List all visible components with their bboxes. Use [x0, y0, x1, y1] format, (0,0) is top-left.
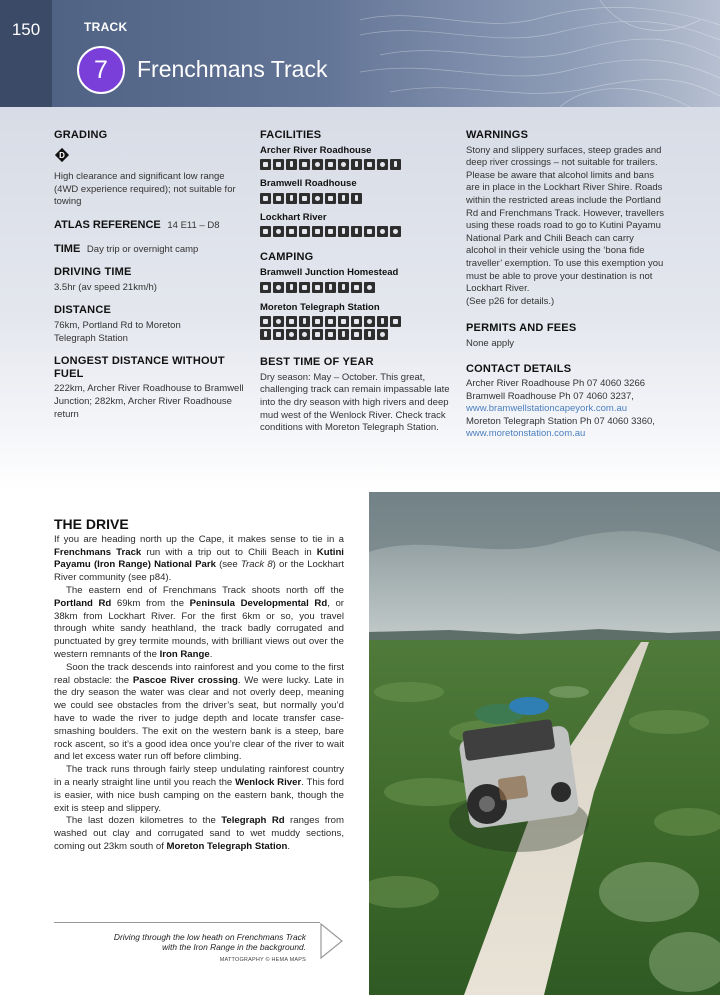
text-run: The last dozen kilometres to the — [66, 815, 222, 827]
track-info-panel — [0, 107, 720, 492]
warnings-text: Stony and slippery surfaces, steep grades and deep river crossings – not suitable for trailers. Please be aware that alcohol limits and bans are in place in the Lockhart River Shire. Roads within the restricted areas include the Portland Rd and Frenchmans Track. However, travellers using these roads road to go to Kutini Payamu National Park and Chili Beach can carry alcohol in their vehicle using the ‘bona fide traveller’ exemption. To use this exemption you must be able to prove your destination is not Lockhart River. — [466, 144, 664, 295]
drive-paragraph — [54, 815, 344, 853]
text-run: The eastern end of Frenchmans Track shoots north off the — [66, 584, 344, 596]
house-icon — [312, 316, 323, 327]
grade-d-icon — [54, 147, 70, 163]
facilities-section — [260, 129, 455, 237]
place-name: Iron Range — [159, 648, 210, 660]
text-run: . — [209, 648, 213, 660]
phone-icon — [377, 226, 388, 237]
phone-icon — [299, 329, 310, 340]
atlas-value: 14 E11 – D8 — [167, 219, 220, 231]
camping-icons-row — [260, 316, 455, 327]
permits-section — [466, 322, 666, 350]
track-reference: Track 8 — [240, 559, 273, 571]
tent-icon — [273, 282, 284, 293]
shower-icon — [351, 193, 362, 204]
fuel-icon — [260, 159, 271, 170]
drive-article — [54, 518, 344, 854]
driving-time-section — [54, 266, 244, 294]
shower-icon — [338, 282, 349, 293]
police-icon — [273, 226, 284, 237]
medical-icon — [260, 226, 271, 237]
camping-place-name: Bramwell Junction Homestead — [260, 266, 399, 278]
text-run: ) or the Lockhart River community (see p84). — [54, 559, 344, 584]
bank-icon — [299, 226, 310, 237]
post-icon — [325, 226, 336, 237]
time-heading: TIME — [54, 242, 81, 255]
info-column-1 — [54, 129, 244, 431]
playground-icon — [364, 316, 375, 327]
best-time-text: Dry season: May – October. This great, challenging track can remain impassable late into the dry season with high rivers and deep mud west of the Wenlock River. Check track conditions with Moreton Telegraph Station. — [260, 371, 450, 434]
distance-value: 76km, Portland Rd to Moreton Telegraph Station — [54, 319, 181, 344]
fuel-icon — [338, 316, 349, 327]
atlas-heading: ATLAS REFERENCE — [54, 218, 161, 231]
page-number: 150 — [11, 20, 41, 39]
section-label: TRACK — [84, 20, 128, 34]
shop-icon — [325, 193, 336, 204]
cabin-icon — [299, 282, 310, 293]
people-icon — [390, 316, 401, 327]
caption-arrow-icon — [320, 923, 344, 959]
page-title: Frenchmans Track — [137, 56, 328, 82]
facility-place-name: Lockhart River — [260, 211, 327, 223]
picnic-icon — [325, 159, 336, 170]
text-run: The track runs through fairly steep undulating rainforest country in a nearly straight line until you reach the — [54, 764, 344, 788]
laundry-icon — [338, 159, 349, 170]
contact-line: Moreton Telegraph Station Ph 07 4060 3360, — [466, 415, 655, 427]
text-run: , or 38km from Lockhart River. For the first 6km or so, you travel through white sandy heathland, the track badly corrugated and punctuated by grey termite mounds, with brilliant views out over the western remnants of the — [54, 597, 344, 660]
longest-distance-section — [54, 355, 244, 421]
permits-value: None apply — [466, 337, 515, 349]
toilet-icon — [351, 282, 362, 293]
best-time-heading: BEST TIME OF YEAR — [260, 356, 374, 369]
text-run: Soon the track descends into rainforest and you come to the first real obstacle: the — [54, 661, 344, 686]
track-photo — [369, 492, 720, 995]
grading-heading: GRADING — [54, 129, 108, 141]
topographic-pattern — [360, 0, 720, 107]
meals-icon — [338, 193, 349, 204]
camping-icons-row — [260, 282, 455, 293]
meals-icon — [260, 329, 271, 340]
text-run: . We were lucky. Late in the dry season the water was clear and not overly deep, meaning we could see obstacles from the driver’s seat, but normally you’d have to wade the river to judge depth and locate transfer case-smashing boulders. The exit on the western bank is a steep, bare rock ascent, so it’s a good idea once you’re clear of the river to wait and let excess water run off before climbing. — [54, 674, 344, 763]
contact-link[interactable]: www.bramwellstationcapeyork.com.au — [466, 403, 628, 415]
contact-line: Bramwell Roadhouse Ph 07 4060 3237, — [466, 390, 634, 402]
table-icon — [273, 329, 284, 340]
time-value: Day trip or overnight camp — [86, 243, 199, 255]
place-name: Kutini Payamu (Iron Range) National Park — [54, 546, 344, 571]
caravan-icon — [260, 316, 271, 327]
fire-icon — [351, 226, 362, 237]
dump-icon — [364, 226, 375, 237]
fuel-icon — [260, 193, 271, 204]
cabin-icon — [273, 193, 284, 204]
internet-icon — [390, 226, 401, 237]
contact-line: Archer River Roadhouse Ph 07 4060 3266 — [466, 378, 646, 390]
place-name: Telegraph Rd — [221, 815, 285, 827]
facilities-heading: FACILITIES — [260, 129, 322, 141]
driving-time-value: 3.5hr (av speed 21km/h) — [54, 281, 157, 293]
distance-heading: DISTANCE — [54, 304, 112, 317]
warnings-note: (See p26 for details.) — [466, 295, 555, 307]
facility-icons-row — [260, 159, 455, 170]
caravan-icon — [299, 159, 310, 170]
text-run: (see — [215, 559, 241, 571]
text-run: . — [287, 840, 291, 852]
tent-icon — [312, 159, 323, 170]
distance-section — [54, 304, 244, 345]
photo-credit: MATTOGRAPHY © HEMA MAPS — [219, 957, 306, 963]
info-column-2 — [260, 129, 455, 445]
camping-place-name: Moreton Telegraph Station — [260, 301, 380, 313]
bed-icon — [286, 159, 297, 170]
contact-heading: CONTACT DETAILS — [466, 362, 572, 375]
warnings-section — [466, 129, 666, 308]
place-name: Pascoe River crossing — [132, 674, 238, 686]
text-run: run with a trip out to Chili Beach in — [141, 546, 317, 558]
fishing-icon — [364, 329, 375, 340]
longest-distance-value: 222km, Archer River Roadhouse to Bramwell Junction; 282km, Archer River Roadhouse return — [54, 383, 244, 420]
track-number-badge: 7 — [77, 46, 125, 94]
best-time-section — [260, 356, 455, 435]
tent-icon — [273, 316, 284, 327]
drive-paragraph — [54, 585, 344, 662]
bed-icon — [286, 193, 297, 204]
facility-icons-row — [260, 193, 455, 204]
contact-section — [466, 363, 666, 442]
cabin-icon — [286, 316, 297, 327]
bed-icon — [299, 316, 310, 327]
camping-section — [260, 251, 455, 340]
facility-icons-row — [260, 226, 455, 237]
picnic-icon — [325, 316, 336, 327]
fuel-icon — [312, 226, 323, 237]
text-run: ranges from washed out clay and corrugated sand to wet muddy sections, coming out 23km south of — [54, 815, 344, 852]
place-name: Frenchmans Track — [54, 546, 142, 558]
contact-link[interactable]: www.moretonstation.com.au — [466, 428, 586, 440]
photo-caption: Driving through the low heath on Frenchmans Track with the Iron Range in the background. — [113, 932, 306, 953]
atlas-section — [54, 219, 244, 233]
facility-place-name: Archer River Roadhouse — [260, 144, 372, 156]
fire-icon — [325, 282, 336, 293]
caravan-icon — [299, 193, 310, 204]
cabin-icon — [273, 159, 284, 170]
facility-place-name: Bramwell Roadhouse — [260, 178, 357, 190]
warnings-heading: WARNINGS — [466, 129, 529, 141]
grading-section — [54, 129, 244, 209]
page-header — [0, 0, 720, 107]
bin-icon — [312, 329, 323, 340]
grade-letter: D — [59, 150, 65, 160]
permits-heading: PERMITS AND FEES — [466, 322, 577, 335]
text-run: . This ford is easier, with nice bush camping on the eastern bank, though the exit is steep and slippery. — [54, 776, 344, 814]
place-name: Wenlock River — [235, 776, 302, 788]
camping-heading: CAMPING — [260, 251, 314, 264]
playground-icon — [364, 282, 375, 293]
meals-icon — [351, 159, 362, 170]
place-name: Peninsula Developmental Rd — [189, 597, 328, 609]
dump-icon — [312, 282, 323, 293]
caption-divider — [54, 922, 320, 923]
grading-text: High clearance and significant low range (4WD experience required); not suitable for towing — [54, 171, 236, 208]
drive-paragraph — [54, 764, 344, 815]
info-column-3 — [466, 129, 666, 451]
dog-icon — [377, 329, 388, 340]
shower-icon — [377, 316, 388, 327]
canoe-icon — [351, 329, 362, 340]
shop-icon — [364, 159, 375, 170]
phone-icon — [377, 159, 388, 170]
meals-icon — [338, 226, 349, 237]
longest-distance-heading: LONGEST DISTANCE WITHOUT FUEL — [54, 355, 225, 380]
laundry-icon — [286, 329, 297, 340]
place-name: Moreton Telegraph Station — [166, 840, 288, 852]
place-name: Portland Rd — [54, 597, 112, 609]
drive-paragraph — [54, 534, 344, 585]
drive-heading: THE DRIVE — [54, 516, 129, 532]
driving-time-heading: DRIVING TIME — [54, 266, 132, 279]
page-number-box — [0, 0, 52, 107]
text-run: If you are heading north up the Cape, it makes sense to tie in a — [54, 533, 344, 545]
text-run: 69km from the — [111, 597, 190, 609]
tent-icon — [312, 193, 323, 204]
bed-icon — [286, 282, 297, 293]
drive-paragraph — [54, 662, 344, 764]
swim-icon — [338, 329, 349, 340]
toilet-icon — [351, 316, 362, 327]
shop-icon — [325, 329, 336, 340]
camping-icons-row — [260, 329, 455, 340]
shower-icon — [390, 159, 401, 170]
time-section — [54, 243, 244, 257]
shop-icon — [286, 226, 297, 237]
caravan-icon — [260, 282, 271, 293]
